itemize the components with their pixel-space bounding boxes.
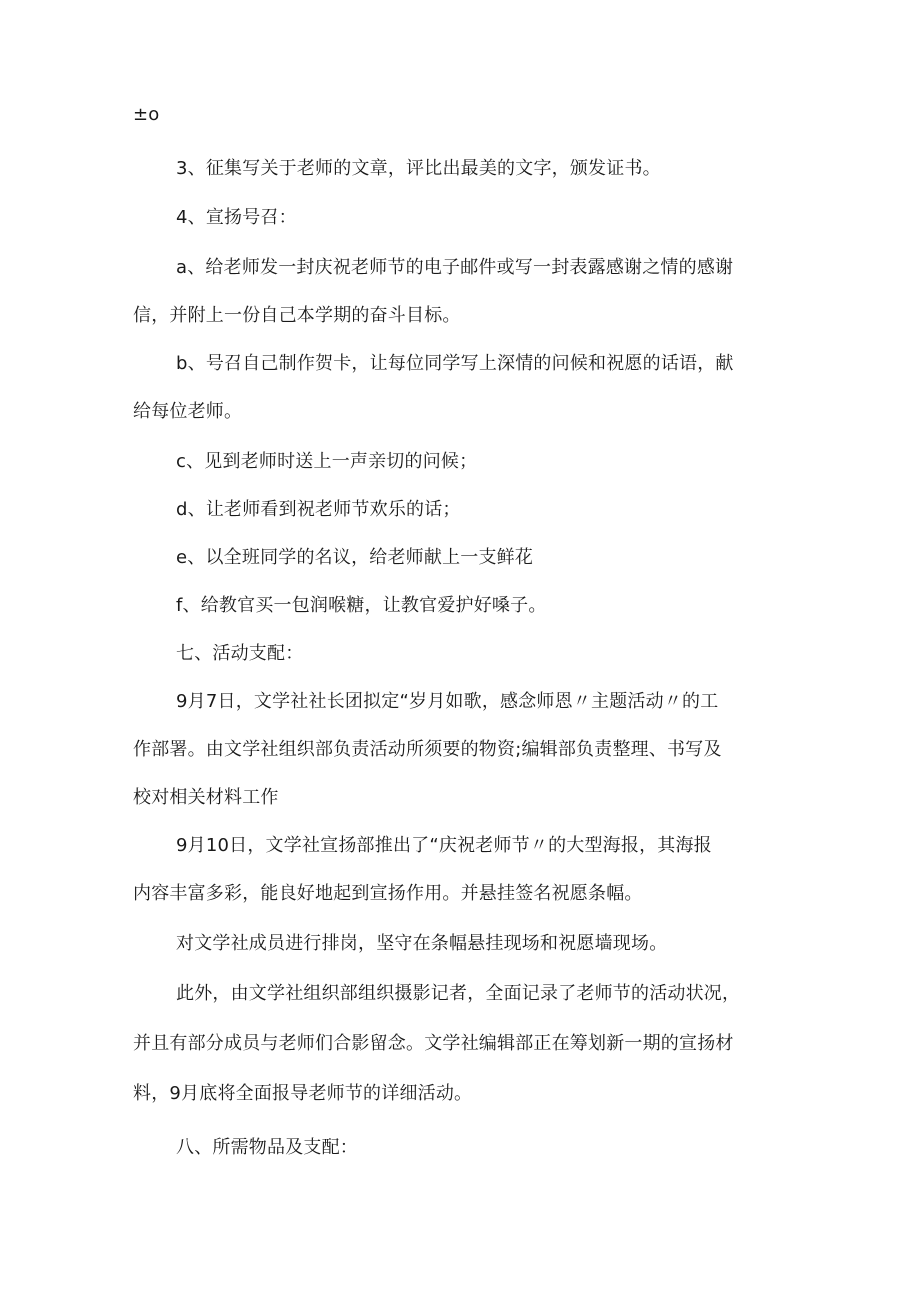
paragraph-sept10-line1: 9月10日，文学社宣扬部推出了“庆祝老师节〃的大型海报，其海报	[176, 835, 712, 856]
paragraph-item-a-line1: a、给老师发一封庆祝老师节的电子邮件或写一封表露感谢之情的感谢	[176, 257, 734, 278]
paragraph-item-b-line2: 给每位老师。	[133, 401, 243, 422]
paragraph-item-4: 4、宣扬号召：	[176, 207, 297, 228]
paragraph-item-c: c、见到老师时送上一声亲切的问候；	[176, 451, 478, 472]
paragraph-item-f: f、给教官买一包润喉糖，让教官爱护好嗓子。	[176, 595, 547, 616]
section-heading-7: 七、活动支配：	[176, 643, 304, 664]
paragraph-sept7-line2: 作部署。由文学社组织部负责活动所须要的物资;编辑部负责整理、书写及	[133, 739, 722, 760]
paragraph-photo-line3: 料，9月底将全面报导老师节的详细活动。	[133, 1083, 473, 1104]
paragraph-item-e: e、以全班同学的名议，给老师献上一支鲜花	[176, 547, 534, 568]
paragraph-item-d: d、让老师看到祝老师节欢乐的话；	[176, 499, 461, 520]
paragraph-sept7-line3: 校对相关材料工作	[133, 787, 279, 808]
paragraph-item-3: 3、征集写关于老师的文章，评比出最美的文字，颁发证书。	[176, 158, 661, 179]
paragraph-sept7-line1: 9月7日，文学社社长团拟定“岁月如歌，感念师恩〃主题活动〃的工	[176, 691, 719, 712]
paragraph-item-a-line2: 信，并附上一份自己本学期的奋斗目标。	[133, 305, 461, 326]
paragraph-sept10-line2: 内容丰富多彩，能良好地起到宣扬作用。并悬挂签名祝愿条幅。	[133, 883, 643, 904]
paragraph-photo-line2: 并且有部分成员与老师们合影留念。文学社编辑部正在筹划新一期的宣扬材	[133, 1033, 734, 1054]
text-line-fragment: ±o	[133, 104, 160, 125]
section-heading-8: 八、所需物品及支配：	[176, 1137, 358, 1158]
paragraph-item-b-line1: b、号召自己制作贺卡，让每位同学写上深情的问候和祝愿的话语，献	[176, 353, 734, 374]
paragraph-photo-line1: 此外，由文学社组织部组织摄影记者，全面记录了老师节的活动状况，	[176, 983, 741, 1004]
paragraph-rota: 对文学社成员进行排岗，坚守在条幅悬挂现场和祝愿墙现场。	[176, 933, 668, 954]
